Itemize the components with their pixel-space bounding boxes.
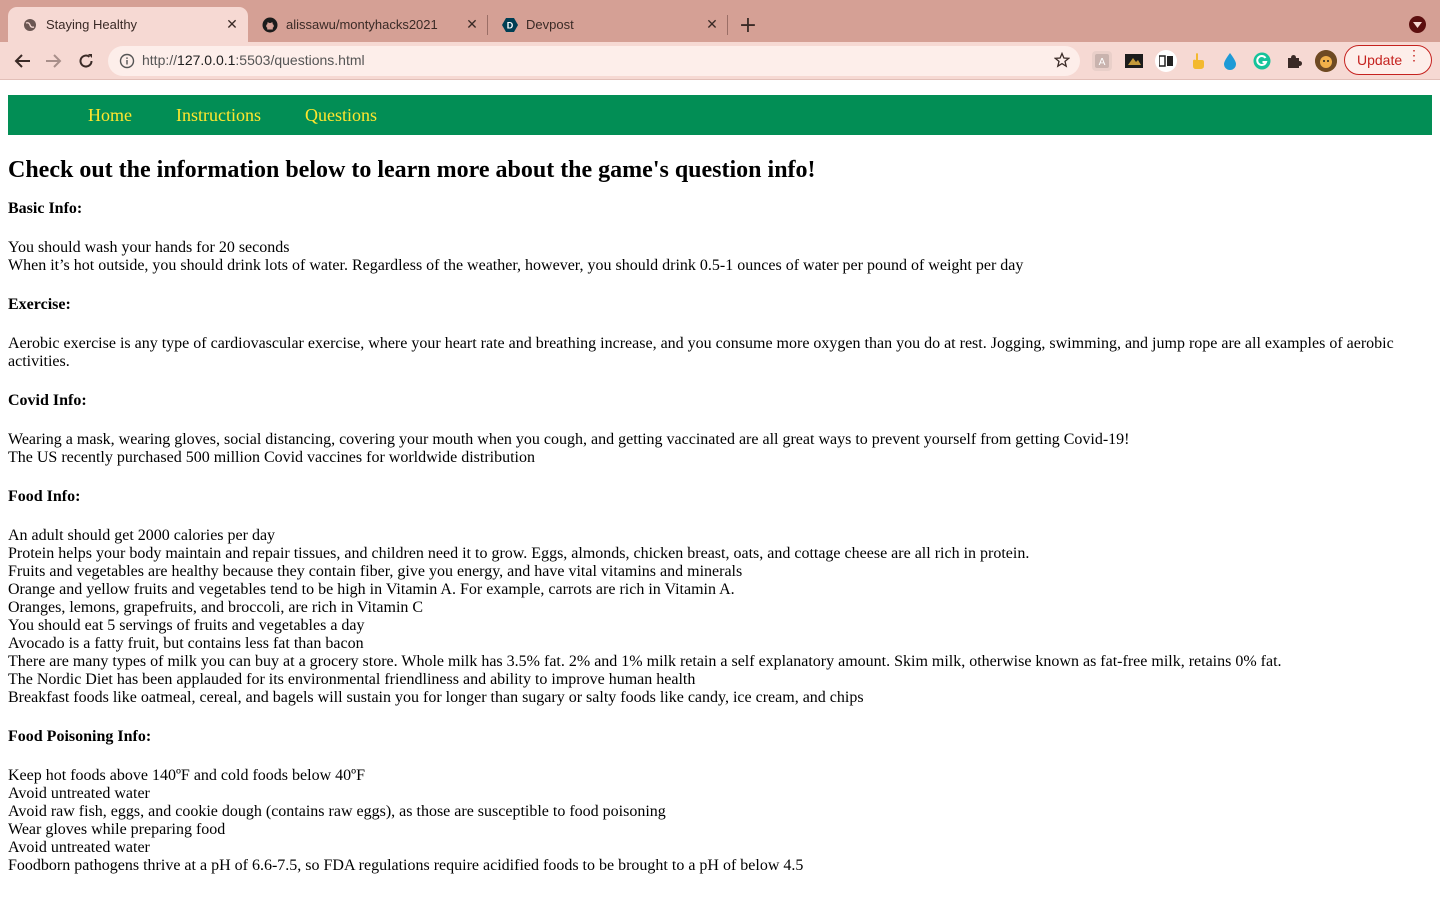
section-body-exercise <box>8 335 1432 371</box>
update-button[interactable] <box>1344 45 1432 75</box>
extension-reader-icon[interactable] <box>1155 50 1177 72</box>
profile-avatar[interactable] <box>1315 50 1337 72</box>
info-line: Avoid raw fish, eggs, and cookie dough (contains raw eggs), as those are susceptible to food poisoning <box>8 803 666 820</box>
info-line: Wearing a mask, wearing gloves, social distancing, covering your mouth when you cough, and getting vaccinated are all great ways to prevent yourself from getting Covid-19! <box>8 431 1130 448</box>
nav-link-questions[interactable]: Questions <box>305 104 377 125</box>
info-line: You should eat 5 servings of fruits and vegetables a day <box>8 617 365 634</box>
back-arrow-icon[interactable] <box>9 49 35 73</box>
close-tab-icon[interactable]: ✕ <box>226 16 238 32</box>
tab-title: alissawu/montyhacks2021 <box>286 17 438 32</box>
devpost-icon <box>502 17 518 33</box>
browser-tab-strip <box>0 0 1440 42</box>
extension-drop-icon[interactable] <box>1220 51 1240 71</box>
update-label: Update <box>1357 52 1403 68</box>
section-body-basic <box>8 239 1432 275</box>
section-heading-basic: Basic Info: <box>8 200 83 217</box>
url-text <box>142 52 365 68</box>
info-line: An adult should get 2000 calories per day <box>8 527 276 544</box>
nav-link-instructions[interactable]: Instructions <box>176 104 261 125</box>
info-line: Orange and yellow fruits and vegetables tend to be high in Vitamin A. For example, carrots are rich in Vitamin A. <box>8 581 735 598</box>
forward-arrow-icon[interactable] <box>41 49 67 73</box>
info-line: Wear gloves while preparing food <box>8 821 226 838</box>
reload-icon[interactable] <box>73 49 99 73</box>
info-line: The Nordic Diet has been applauded for its environmental friendliness and ability to improve human health <box>8 671 696 688</box>
info-line: Avoid untreated water <box>8 839 150 856</box>
tab-title: Staying Healthy <box>46 17 138 32</box>
url-host: 127.0.0.1 <box>177 52 236 68</box>
section-heading-food: Food Info: <box>8 488 81 505</box>
tab-divider <box>727 15 728 35</box>
section-body-covid <box>8 431 1432 467</box>
info-line: Protein helps your body maintain and repair tissues, and children need it to grow. Eggs, almonds, chicken breast, oats, and cottage cheese are all rich in protein. <box>8 545 1030 562</box>
info-line: When it’s hot outside, you should drink lots of water. Regardless of the weather, however, you should drink 0.5-1 ounces of water per pound of weight per day <box>8 257 1024 274</box>
address-bar[interactable] <box>108 46 1080 76</box>
grammarly-icon[interactable] <box>1252 51 1272 71</box>
extensions-puzzle-icon[interactable] <box>1284 51 1304 71</box>
close-tab-icon[interactable]: ✕ <box>706 16 718 32</box>
url-path: :5503/questions.html <box>235 52 365 68</box>
extension-translate-icon[interactable] <box>1092 51 1112 71</box>
new-tab-plus-icon[interactable]: + <box>738 12 758 38</box>
page-title: Check out the information below to learn more about the game's question info! <box>8 157 816 183</box>
info-line: Keep hot foods above 140ºF and cold foods below 40ºF <box>8 767 365 784</box>
tab-github[interactable] <box>248 7 488 42</box>
tab-devpost[interactable] <box>488 7 728 42</box>
tab-staying-healthy[interactable] <box>8 7 248 42</box>
github-icon <box>262 17 278 33</box>
info-line: Avocado is a fatty fruit, but contains less fat than bacon <box>8 635 364 652</box>
info-line: Fruits and vegetables are healthy because they contain fiber, give you energy, and have vital vitamins and minerals <box>8 563 743 580</box>
site-navbar <box>8 95 1432 135</box>
tab-search-chevron-icon[interactable] <box>1409 16 1426 33</box>
section-heading-food-poisoning: Food Poisoning Info: <box>8 728 152 745</box>
page-content <box>8 95 1432 875</box>
extension-hand-icon[interactable] <box>1188 51 1208 71</box>
nav-link-home[interactable]: Home <box>88 104 132 125</box>
svg-text:A: A <box>1098 57 1106 68</box>
more-vertical-icon[interactable]: ⋮ <box>1407 47 1421 63</box>
section-body-food <box>8 527 1432 707</box>
svg-text:D: D <box>506 20 514 30</box>
info-line: Foodborn pathogens thrive at a pH of 6.6-7.5, so FDA regulations require acidified foods to be brought to a pH of below 4.5 <box>8 857 804 874</box>
section-heading-covid: Covid Info: <box>8 392 87 409</box>
section-body-food-poisoning <box>8 767 1432 875</box>
info-line: You should wash your hands for 20 seconds <box>8 239 290 256</box>
info-line: Aerobic exercise is any type of cardiovascular exercise, where your heart rate and breathing increase, and you consume more oxygen than you do at rest. Jogging, swimming, and jump rope are all examples of aerobic activities. <box>8 335 1394 370</box>
tab-title: Devpost <box>526 17 574 32</box>
info-line: The US recently purchased 500 million Covid vaccines for worldwide distribution <box>8 449 535 466</box>
section-heading-exercise: Exercise: <box>8 296 71 313</box>
extension-film-icon[interactable] <box>1124 51 1144 71</box>
bookmark-star-icon[interactable] <box>1054 52 1070 71</box>
site-info-icon[interactable] <box>119 53 135 69</box>
info-line: Breakfast foods like oatmeal, cereal, and bagels will sustain you for longer than sugary or salty foods like candy, ice cream, and chips <box>8 689 864 706</box>
close-tab-icon[interactable]: ✕ <box>466 16 478 32</box>
info-line: Avoid untreated water <box>8 785 150 802</box>
info-line: Oranges, lemons, grapefruits, and broccoli, are rich in Vitamin C <box>8 599 424 616</box>
browser-toolbar <box>0 42 1440 80</box>
url-scheme: http:// <box>142 52 178 68</box>
info-line: There are many types of milk you can buy at a grocery store. Whole milk has 3.5% fat. 2% and 1% milk retain a self explanatory amount. Skim milk, otherwise known as fat-free milk, retains 0% fat. <box>8 653 1282 670</box>
globe-icon <box>22 17 38 33</box>
